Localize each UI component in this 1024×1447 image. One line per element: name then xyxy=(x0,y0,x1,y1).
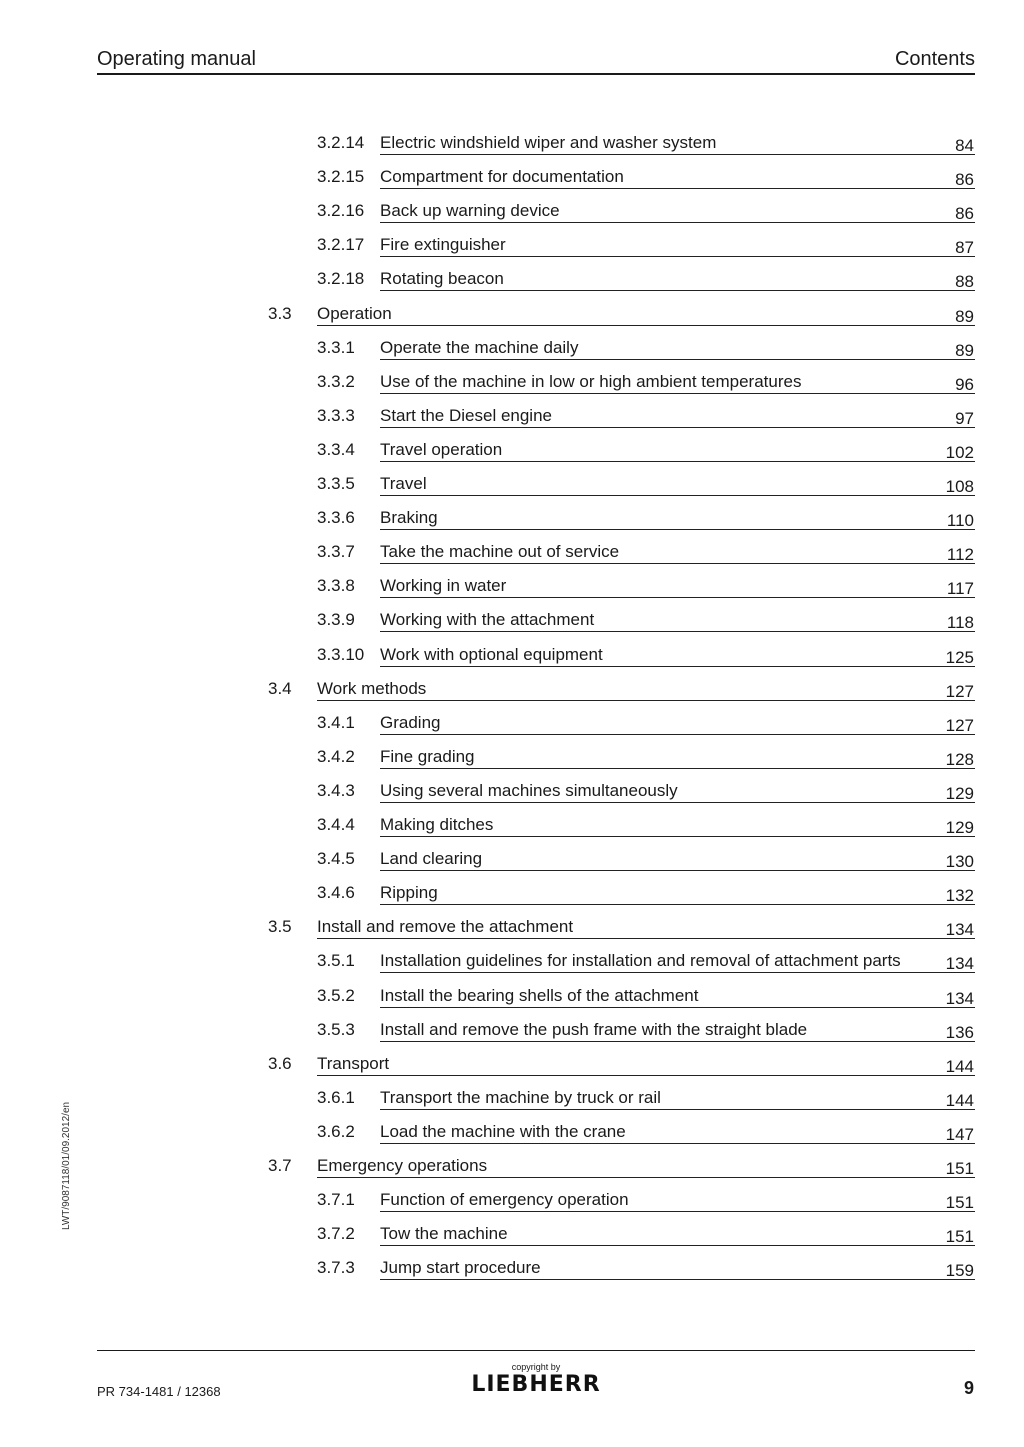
toc-entry-page: 86 xyxy=(955,204,974,224)
toc-entry-title: Jump start procedure xyxy=(380,1258,541,1278)
toc-entry[interactable] xyxy=(0,1258,1024,1292)
toc-entry-title: Braking xyxy=(380,508,438,528)
toc-entry-title: Working with the attachment xyxy=(380,610,595,630)
toc-entry-page: 132 xyxy=(945,886,974,906)
toc-entry-page: 112 xyxy=(946,545,974,565)
toc-entry-rule xyxy=(317,1177,975,1178)
toc-entry-number: 3.5 xyxy=(268,917,292,937)
toc-entry-number: 3.4.2 xyxy=(317,746,355,766)
liebherr-logo: LIEBHERR xyxy=(471,1372,601,1397)
toc-entry-number: 3.5.1 xyxy=(317,951,355,971)
toc-entry-title: Fire extinguisher xyxy=(380,235,506,255)
toc-entry-title: Electric windshield wiper and washer system xyxy=(380,133,717,152)
toc-entry-page: 151 xyxy=(945,1159,974,1178)
toc-entry-rule xyxy=(380,1143,975,1144)
toc-entry-page: 110 xyxy=(946,511,974,531)
toc-entry-number: 3.3 xyxy=(268,303,292,323)
toc-entry[interactable] xyxy=(0,133,1024,167)
toc-entry-page: 97 xyxy=(955,408,974,428)
toc-entry[interactable] xyxy=(0,986,1024,1020)
toc-entry-page: 134 xyxy=(945,954,974,974)
toc-entry-rule xyxy=(380,734,975,735)
toc-entry[interactable] xyxy=(0,440,1024,474)
toc-entry-number: 3.6 xyxy=(268,1053,292,1073)
footer-divider xyxy=(97,1350,975,1351)
toc-entry-page: 144 xyxy=(945,1056,974,1076)
toc-entry-page: 136 xyxy=(945,1022,974,1042)
toc-entry-number: 3.2.18 xyxy=(317,269,365,289)
toc-entry-number: 3.3.3 xyxy=(317,405,355,425)
toc-entry-title: Take the machine out of service xyxy=(380,542,620,562)
toc-entry-rule xyxy=(380,563,975,564)
toc-entry[interactable] xyxy=(0,338,1024,372)
toc-entry-rule xyxy=(380,1007,975,1008)
toc-entry-rule xyxy=(380,597,975,598)
toc-entry-page: 128 xyxy=(945,749,974,769)
toc-entry-number: 3.3.7 xyxy=(317,542,355,562)
toc-entry[interactable] xyxy=(0,474,1024,508)
toc-entry[interactable] xyxy=(0,201,1024,235)
toc-entry-rule xyxy=(380,290,975,291)
toc-entry-rule xyxy=(317,700,975,701)
toc-entry-title: Back up warning device xyxy=(380,201,560,221)
toc-entry[interactable] xyxy=(0,269,1024,303)
toc-entry-rule xyxy=(380,256,975,257)
toc-entry-title: Making ditches xyxy=(380,815,494,834)
toc-entry-number: 3.6.1 xyxy=(317,1087,355,1107)
toc-entry-page: 127 xyxy=(945,681,974,701)
toc-entry-number: 3.4.6 xyxy=(317,883,355,903)
toc-entry-number: 3.4.1 xyxy=(317,712,355,732)
toc-entry-rule xyxy=(380,631,975,632)
toc-entry-number: 3.4.4 xyxy=(317,815,355,834)
toc-entry[interactable] xyxy=(0,372,1024,406)
toc-entry-page: 127 xyxy=(945,715,974,735)
toc-entry-page: 125 xyxy=(945,647,974,667)
page-number: 9 xyxy=(963,1378,974,1398)
toc-entry[interactable] xyxy=(0,917,1024,951)
toc-entry-number: 3.2.16 xyxy=(317,201,365,221)
toc-entry-page: 134 xyxy=(945,988,974,1008)
toc-entry-rule xyxy=(380,1041,975,1042)
toc-entry-title: Operation xyxy=(317,303,392,323)
toc-entry[interactable] xyxy=(0,610,1024,644)
toc-entry[interactable] xyxy=(0,951,1024,985)
toc-entry-rule xyxy=(380,154,975,155)
toc-entry[interactable] xyxy=(0,1020,1024,1054)
toc-entry-rule xyxy=(380,222,975,223)
toc-entry-rule xyxy=(380,836,975,837)
toc-entry-rule xyxy=(380,188,975,189)
toc-entry-number: 3.7.1 xyxy=(317,1190,355,1210)
toc-entry-page: 87 xyxy=(955,238,974,258)
toc-entry-rule xyxy=(380,393,975,394)
toc-entry-number: 3.3.4 xyxy=(317,439,355,459)
footer-doc-code: PR 734-1481 / 12368 xyxy=(97,1384,221,1399)
toc-entry-number: 3.3.1 xyxy=(317,337,355,357)
toc-entry-number: 3.3.9 xyxy=(317,610,355,630)
toc-entry-number: 3.5.3 xyxy=(317,1019,355,1039)
toc-entry[interactable] xyxy=(0,781,1024,815)
toc-entry[interactable] xyxy=(0,1224,1024,1258)
toc-entry-title: Start the Diesel engine xyxy=(380,405,552,425)
toc-entry-title: Travel xyxy=(380,474,427,493)
toc-entry[interactable] xyxy=(0,747,1024,781)
toc-entry-page: 102 xyxy=(945,442,974,462)
toc-entry-rule xyxy=(317,325,975,326)
toc-entry-title: Compartment for documentation xyxy=(380,167,624,187)
toc-entry-page: 159 xyxy=(945,1261,974,1281)
toc-entry[interactable] xyxy=(0,1088,1024,1122)
toc-entry[interactable] xyxy=(0,167,1024,201)
toc-entry-page: 96 xyxy=(955,374,974,394)
toc-entry-page: 151 xyxy=(945,1193,974,1213)
toc-entry-number: 3.2.14 xyxy=(317,133,365,152)
toc-entry-rule xyxy=(317,938,975,939)
toc-entry-number: 3.3.5 xyxy=(317,474,355,493)
toc-entry[interactable] xyxy=(0,849,1024,883)
toc-entry-number: 3.3.6 xyxy=(317,508,355,528)
toc-entry-rule xyxy=(380,802,975,803)
toc-entry-rule xyxy=(317,1075,975,1076)
toc-entry-title: Function of emergency operation xyxy=(380,1190,629,1210)
toc-entry-page: 84 xyxy=(955,136,974,155)
toc-entry[interactable] xyxy=(0,1156,1024,1190)
toc-entry-title: Install and remove the push frame with the straight blade xyxy=(380,1019,808,1039)
toc-entry-number: 3.7 xyxy=(268,1156,292,1175)
toc-entry-title: Work with optional equipment xyxy=(380,644,603,664)
toc-entry-title: Working in water xyxy=(380,576,507,596)
toc-entry[interactable] xyxy=(0,576,1024,610)
toc-entry[interactable] xyxy=(0,406,1024,440)
toc-entry-title: Travel operation xyxy=(380,439,503,459)
toc-entry-title: Work methods xyxy=(317,678,427,698)
toc-entry-number: 3.7.3 xyxy=(317,1258,355,1278)
toc-entry-rule xyxy=(380,870,975,871)
toc-entry-title: Installation guidelines for installation and removal of attachment parts xyxy=(380,951,901,971)
toc-entry[interactable] xyxy=(0,1190,1024,1224)
toc-entry-page: 130 xyxy=(945,852,974,872)
toc-entry-title: Using several machines simultaneously xyxy=(380,780,678,800)
toc-entry[interactable] xyxy=(0,235,1024,269)
toc-entry-number: 3.3.2 xyxy=(317,371,355,391)
toc-entry-rule xyxy=(380,359,975,360)
toc-entry-number: 3.4.5 xyxy=(317,849,355,869)
toc-entry-page: 134 xyxy=(945,920,974,940)
toc-entry-page: 86 xyxy=(955,170,974,190)
toc-entry-page: 144 xyxy=(945,1090,974,1110)
toc-entry-page: 129 xyxy=(945,783,974,803)
toc-entry[interactable] xyxy=(0,883,1024,917)
toc-entry-rule xyxy=(380,1245,975,1246)
toc-entry-rule xyxy=(380,666,975,667)
toc-entry-page: 117 xyxy=(946,579,974,599)
toc-entry-title: Install and remove the attachment xyxy=(317,917,574,937)
toc-entry-title: Fine grading xyxy=(380,746,475,766)
toc-entry-rule xyxy=(380,904,975,905)
toc-entry-title: Install the bearing shells of the attachment xyxy=(380,985,699,1005)
toc-entry[interactable] xyxy=(0,508,1024,542)
toc-entry-page: 129 xyxy=(945,818,974,837)
toc-entry-rule xyxy=(380,461,975,462)
toc-entry[interactable] xyxy=(0,679,1024,713)
toc-entry-number: 3.7.2 xyxy=(317,1224,355,1244)
toc-entry-title: Emergency operations xyxy=(317,1156,488,1175)
footer-logo-block xyxy=(462,1362,610,1397)
toc-entry-title: Transport xyxy=(317,1053,390,1073)
toc-entry-number: 3.3.8 xyxy=(317,576,355,596)
toc-entry-rule xyxy=(380,427,975,428)
toc-entry-title: Tow the machine xyxy=(380,1224,508,1244)
toc-entry[interactable] xyxy=(0,304,1024,338)
toc-entry-number: 3.2.17 xyxy=(317,235,365,255)
toc-entry-title: Load the machine with the crane xyxy=(380,1121,626,1141)
toc-entry-number: 3.2.15 xyxy=(317,167,365,187)
toc-entry-title: Operate the machine daily xyxy=(380,337,579,357)
toc-entry-rule xyxy=(380,972,975,973)
toc-entry-page: 118 xyxy=(946,613,974,633)
toc-entry-rule xyxy=(380,1211,975,1212)
toc-entry-page: 151 xyxy=(945,1227,974,1247)
toc-entry[interactable] xyxy=(0,713,1024,747)
toc-entry-title: Transport the machine by truck or rail xyxy=(380,1087,661,1107)
toc-entry-number: 3.5.2 xyxy=(317,985,355,1005)
toc-entry[interactable] xyxy=(0,1122,1024,1156)
toc-entry-number: 3.3.10 xyxy=(317,644,365,664)
document-code-vertical: LWT/9087118/01/09.2012/en xyxy=(61,1101,72,1230)
toc-entry[interactable] xyxy=(0,645,1024,679)
copyright-text: copyright by xyxy=(511,1362,561,1372)
toc-entry-rule xyxy=(380,1109,975,1110)
toc-entry-title: Ripping xyxy=(380,883,438,903)
toc-entry-number: 3.6.2 xyxy=(317,1121,355,1141)
toc-entry-title: Rotating beacon xyxy=(380,269,504,289)
toc-entry-page: 108 xyxy=(945,477,974,496)
header-section: Contents xyxy=(894,48,975,70)
toc-entry-rule xyxy=(380,529,975,530)
toc-entry-page: 89 xyxy=(955,340,974,360)
toc-entry-title: Land clearing xyxy=(380,849,483,869)
toc-entry-page: 147 xyxy=(945,1124,974,1144)
toc-entry-title: Use of the machine in low or high ambient temperatures xyxy=(380,371,802,391)
toc-entry-rule xyxy=(380,1279,975,1280)
toc-entry[interactable] xyxy=(0,1054,1024,1088)
header-title: Operating manual xyxy=(97,48,256,70)
toc-entry-rule xyxy=(380,495,975,496)
toc-entry-number: 3.4.3 xyxy=(317,780,355,800)
toc-entry-page: 88 xyxy=(955,272,974,292)
toc-entry-rule xyxy=(380,768,975,769)
toc-entry-page: 89 xyxy=(955,306,974,326)
toc-entry-number: 3.4 xyxy=(268,678,292,698)
toc-entry[interactable] xyxy=(0,542,1024,576)
toc-entry[interactable] xyxy=(0,815,1024,849)
toc-entry-title: Grading xyxy=(380,712,441,732)
